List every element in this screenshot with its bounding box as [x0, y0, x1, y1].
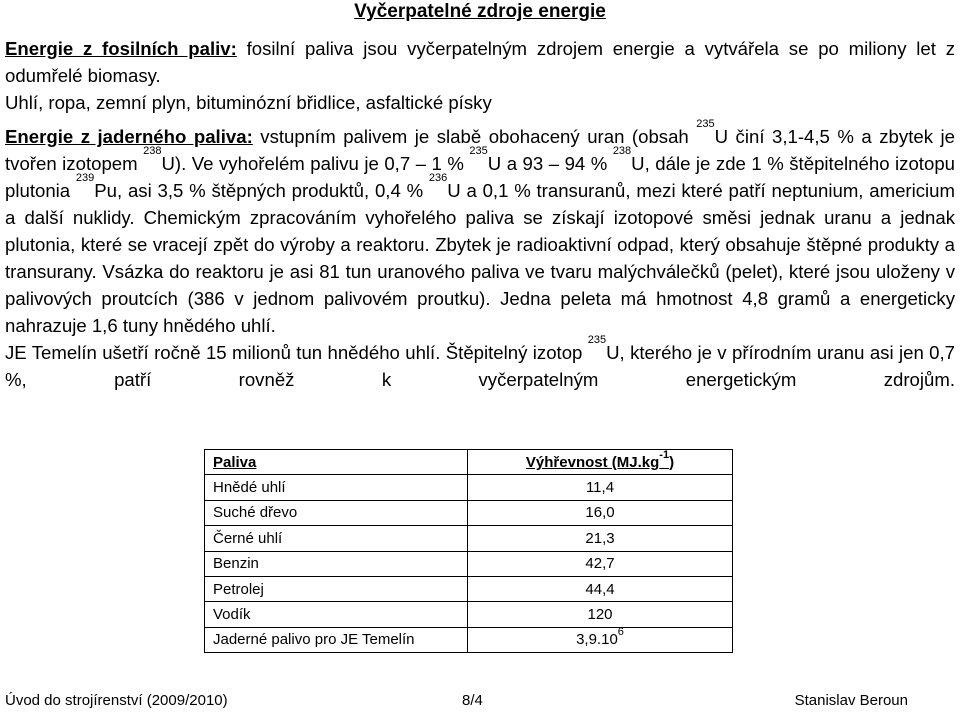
footer-page-number: 8/4: [462, 692, 483, 709]
fuel-value-main: 3,9.10: [576, 631, 618, 649]
table-row: [205, 602, 733, 627]
table-row: [205, 576, 733, 601]
nuclear-text-6: Pu, asi 3,5 % štěpných produktů, 0,4 %: [94, 180, 429, 201]
col-value-header: [468, 450, 733, 475]
fuel-name: Hnědé uhlí: [205, 475, 468, 500]
page-title: Vyčerpatelné zdroje energie: [354, 1, 606, 22]
nuclear-paragraph: [5, 118, 955, 339]
isotope-sup-236: 236: [428, 172, 448, 184]
nuclear-text-5: U, dále je zde 1 % štěpitelného izotopu plutonia: [5, 153, 955, 201]
col-value-header-text: Výhřevnost (MJ.kg: [525, 453, 660, 471]
fuel-name: Jaderné palivo pro JE Temelín: [205, 627, 468, 652]
document-body: [5, 35, 955, 420]
fuel-value: 16,0: [468, 500, 733, 525]
col-value-header-end: ): [669, 453, 675, 471]
nuclear-heading: Energie z jaderného paliva:: [5, 126, 253, 147]
fuel-name: Vodík: [205, 602, 468, 627]
table-header-row: [205, 450, 733, 475]
fossil-list: Uhlí, ropa, zemní plyn, bituminózní břidlice, asfaltické písky: [5, 92, 492, 113]
footer-author: Stanislav Beroun: [794, 692, 908, 709]
fuel-name: Suché dřevo: [205, 500, 468, 525]
fuel-name: Petrolej: [205, 576, 468, 601]
isotope-sup-235: 235: [587, 334, 607, 346]
fossil-heading: Energie z fosilních paliv:: [5, 38, 237, 59]
table-row: [205, 500, 733, 525]
table-row: [205, 551, 733, 576]
temelin-text-2: U, kterého je v přírodním uranu asi jen 0,7 %, patří rovněž k vyčerpatelným energetickým zdrojům.: [5, 342, 955, 390]
nuclear-text-3: U). Ve vyhořelém palivu je 0,7 – 1 %: [161, 153, 470, 174]
isotope-sup-238: 238: [612, 145, 632, 157]
fuel-value: [468, 627, 733, 652]
isotope-sup-238: 238: [143, 145, 162, 157]
table-row: [205, 627, 733, 652]
col-fuel-header: Paliva: [205, 450, 468, 475]
temelin-paragraph: [5, 334, 955, 420]
footer-course: Úvod do strojírenství (2009/2010): [5, 692, 228, 709]
fuel-name: Benzin: [205, 551, 468, 576]
table-row: [205, 526, 733, 551]
fuel-value-exponent: 6: [617, 626, 624, 639]
nuclear-text-1: vstupním palivem je slabě obohacený uran (obsah: [252, 126, 697, 147]
nuclear-text-2: U činí 3,1-4,5 % a zbytek je tvořen izotopem: [5, 126, 955, 174]
col-value-header-sup: -1: [659, 448, 670, 461]
fuel-name: Černé uhlí: [205, 526, 468, 551]
fuel-value: 42,7: [468, 551, 733, 576]
fossil-paragraph: [5, 35, 955, 89]
temelin-text-1: JE Temelín ušetří ročně 15 milionů tun hnědého uhlí. Štěpitelný izotop: [5, 342, 588, 363]
fuel-value: 44,4: [468, 576, 733, 601]
fuel-value: 11,4: [468, 475, 733, 500]
fuel-value: 21,3: [468, 526, 733, 551]
isotope-sup-239: 239: [75, 172, 95, 184]
isotope-sup-235: 235: [469, 145, 488, 157]
nuclear-text-4: U a 93 – 94 %: [487, 153, 613, 174]
fossil-text: fosilní paliva jsou vyčerpatelným zdrojem energie a vytvářela se po miliony let z odumřelé biomasy.: [5, 38, 955, 86]
fuel-value: 120: [468, 602, 733, 627]
table-row: [205, 475, 733, 500]
fuel-calorific-table: [204, 449, 733, 653]
isotope-sup-235: 235: [696, 118, 715, 130]
nuclear-text-7: U a 0,1 % transuranů, mezi které patří neptunium, americium a další nuklidy. Chemickým zpracováním vyhořelého paliva se získají izotopové směsi jednak uranu a jednak plutonia, které se vracejí zpět do výroby a reaktoru. Zbytek je radioaktivní odpad, který obsahuje štěpné produkty a transurany. Vsázka do reaktoru je asi 81 tun uranového paliva ve tvaru malýchválečků (pelet), které jsou uloženy v palivových proutcích (386 v jednom palivovém proutku). Jedna peleta má hmotnost 4,8 gramů a energeticky nahrazuje 1,6 tuny hnědého uhlí.: [5, 180, 955, 336]
